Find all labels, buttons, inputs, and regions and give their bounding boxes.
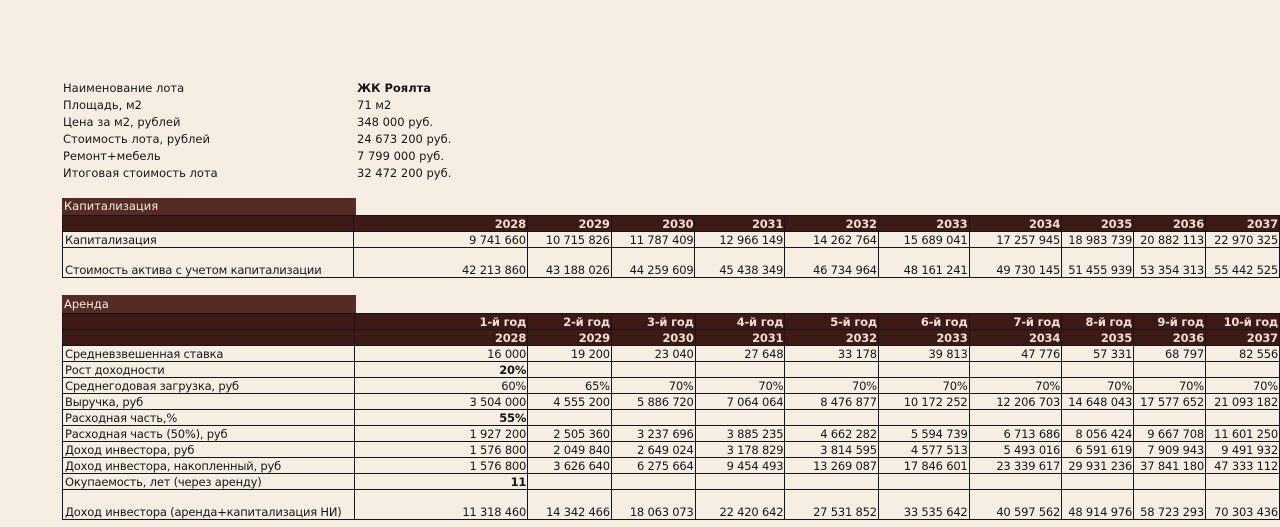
year-header-cell: 2030 [611,216,695,232]
value-cell: 19 200 [528,346,612,362]
value-cell [785,362,879,378]
value-cell: 53 354 313 [1134,248,1206,278]
lot-row [63,148,557,165]
value-cell [969,410,1062,426]
value-cell: 11 601 250 [1206,426,1280,442]
value-cell: 12 206 703 [969,394,1062,410]
value-cell: 27 531 852 [785,490,879,520]
value-cell: 3 178 829 [695,442,785,458]
value-cell: 5 594 739 [878,426,969,442]
value-cell: 8 476 877 [785,394,879,410]
value-cell: 70% [785,378,879,394]
value-cell: 44 259 609 [611,248,695,278]
table-row [63,378,1280,394]
value-cell [611,362,695,378]
value-cell: 55 442 525 [1206,248,1280,278]
value-cell: 9 741 660 [354,232,528,248]
value-cell: 11 787 409 [611,232,695,248]
value-cell: 57 331 [1062,346,1134,362]
lot-label: Итоговая стоимость лота [63,166,218,180]
value-cell: 9 491 932 [1206,442,1280,458]
lot-value: ЖК Роялта [357,81,432,95]
value-cell: 58 723 293 [1134,490,1206,520]
row-label: Расходная часть (50%), руб [63,426,355,442]
value-cell: 3 237 696 [611,426,695,442]
year-header-cell: 2035 [1062,330,1134,346]
rent-year-row [63,330,1280,346]
cap-section-title: Капитализация [62,198,356,215]
value-cell [695,362,785,378]
year-header-cell: 2036 [1134,330,1206,346]
year-header-cell: 2033 [878,330,969,346]
lot-row [63,114,557,131]
value-cell: 12 966 149 [695,232,785,248]
row-label: Доход инвестора (аренда+капитализация НИ) [63,490,355,520]
lot-row [63,165,557,182]
lot-label: Ремонт+мебель [63,149,161,163]
rent-table [62,313,1280,520]
period-header-cell: 10-й год [1206,314,1280,330]
value-cell: 9 667 708 [1134,426,1206,442]
value-cell: 10 172 252 [878,394,969,410]
row-label: Капитализация [63,232,354,248]
lot-label: Наименование лота [63,81,185,95]
value-cell: 4 577 513 [878,442,969,458]
cap-year-row [63,216,1280,232]
table-row [63,458,1280,474]
value-cell: 2 649 024 [611,442,695,458]
table-row [63,394,1280,410]
lot-value: 32 472 200 руб. [357,166,452,180]
value-cell: 6 713 686 [969,426,1062,442]
value-cell: 11 [354,474,527,490]
row-label: Стоимость актива с учетом капитализации [63,248,354,278]
table-row [63,490,1280,520]
lot-value: 24 673 200 руб. [357,132,452,146]
lot-value: 7 799 000 руб. [357,149,445,163]
value-cell: 16 000 [354,346,527,362]
value-cell [1134,362,1206,378]
year-header-cell: 2028 [354,330,527,346]
value-cell: 5 886 720 [611,394,695,410]
value-cell: 18 983 739 [1062,232,1134,248]
value-cell: 17 577 652 [1134,394,1206,410]
value-cell: 6 275 664 [611,458,695,474]
value-cell: 15 689 041 [878,232,969,248]
rent-period-row [63,314,1280,330]
value-cell [611,410,695,426]
value-cell: 47 776 [969,346,1062,362]
year-header-cell: 2034 [969,216,1062,232]
year-header-cell: 2029 [528,330,612,346]
value-cell: 1 576 800 [354,458,527,474]
value-cell: 33 178 [785,346,879,362]
value-cell [695,410,785,426]
lot-row [63,131,557,148]
value-cell: 20 882 113 [1134,232,1206,248]
table-row [63,232,1280,248]
value-cell: 45 438 349 [695,248,785,278]
year-header-cell: 2036 [1134,216,1206,232]
value-cell [785,410,879,426]
year-header-cell: 2029 [527,216,611,232]
value-cell: 70% [1134,378,1206,394]
value-cell [611,474,695,490]
header-blank-cell [63,330,355,346]
year-header-cell: 2033 [878,216,969,232]
value-cell [878,362,969,378]
value-cell [528,362,612,378]
value-cell: 70 303 436 [1206,490,1280,520]
header-blank-cell [63,216,354,232]
value-cell: 6 591 619 [1062,442,1134,458]
value-cell [878,410,969,426]
row-label: Расходная часть,% [63,410,355,426]
lot-label: Площадь, м2 [63,98,142,112]
value-cell: 10 715 826 [527,232,611,248]
value-cell [528,410,612,426]
lot-value: 71 м2 [357,98,392,112]
value-cell: 29 931 236 [1062,458,1134,474]
period-header-cell: 5-й год [785,314,879,330]
value-cell: 49 730 145 [969,248,1062,278]
year-header-cell: 2030 [611,330,695,346]
value-cell: 2 049 840 [528,442,612,458]
value-cell [878,474,969,490]
value-cell: 55% [354,410,527,426]
value-cell: 46 734 964 [785,248,879,278]
value-cell: 39 813 [878,346,969,362]
value-cell [1062,410,1134,426]
value-cell: 4 662 282 [785,426,879,442]
value-cell: 1 576 800 [354,442,527,458]
year-header-cell: 2032 [785,330,879,346]
value-cell: 14 262 764 [785,232,879,248]
value-cell: 8 056 424 [1062,426,1134,442]
value-cell: 18 063 073 [611,490,695,520]
lot-label: Стоимость лота, рублей [63,132,210,146]
value-cell: 65% [528,378,612,394]
header-blank-cell [63,314,355,330]
value-cell: 48 914 976 [1062,490,1134,520]
value-cell: 17 257 945 [969,232,1062,248]
table-row [63,248,1280,278]
value-cell: 51 455 939 [1062,248,1134,278]
value-cell: 23 040 [611,346,695,362]
value-cell [785,474,879,490]
table-row [63,474,1280,490]
period-header-cell: 6-й год [878,314,969,330]
value-cell: 20% [354,362,527,378]
year-header-cell: 2032 [785,216,879,232]
lot-row [63,97,557,114]
value-cell: 40 597 562 [969,490,1062,520]
row-label: Доход инвестора, руб [63,442,355,458]
row-label: Рост доходности [63,362,355,378]
table-row [63,410,1280,426]
row-label: Выручка, руб [63,394,355,410]
cap-table [62,215,1280,278]
lot-value: 348 000 руб. [357,115,434,129]
lot-row [63,80,557,97]
value-cell [969,362,1062,378]
value-cell: 82 556 [1206,346,1280,362]
value-cell [528,474,612,490]
value-cell: 21 093 182 [1206,394,1280,410]
value-cell: 13 269 087 [785,458,879,474]
value-cell [1062,362,1134,378]
value-cell: 70% [1206,378,1280,394]
lot-label: Цена за м2, рублей [63,115,181,129]
value-cell: 7 064 064 [695,394,785,410]
year-header-cell: 2028 [354,216,528,232]
value-cell: 70% [969,378,1062,394]
value-cell: 2 505 360 [528,426,612,442]
value-cell [1134,410,1206,426]
value-cell: 70% [1062,378,1134,394]
value-cell: 60% [354,378,527,394]
value-cell: 23 339 617 [969,458,1062,474]
value-cell: 47 333 112 [1206,458,1280,474]
period-header-cell: 3-й год [611,314,695,330]
year-header-cell: 2037 [1206,216,1280,232]
value-cell [1206,474,1280,490]
value-cell: 3 626 640 [528,458,612,474]
year-header-cell: 2034 [969,330,1062,346]
value-cell: 4 555 200 [528,394,612,410]
value-cell: 17 846 601 [878,458,969,474]
year-header-cell: 2031 [695,216,785,232]
value-cell: 22 970 325 [1206,232,1280,248]
value-cell: 42 213 860 [354,248,528,278]
period-header-cell: 7-й год [969,314,1062,330]
rent-section-title: Аренда [62,295,356,313]
value-cell: 9 454 493 [695,458,785,474]
value-cell [695,474,785,490]
value-cell [1206,410,1280,426]
value-cell: 14 342 466 [528,490,612,520]
row-label: Среднегодовая загрузка, руб [63,378,355,394]
value-cell: 5 493 016 [969,442,1062,458]
value-cell: 37 841 180 [1134,458,1206,474]
table-row [63,426,1280,442]
year-header-cell: 2037 [1206,330,1280,346]
value-cell [969,474,1062,490]
table-row [63,362,1280,378]
value-cell: 22 420 642 [695,490,785,520]
value-cell: 3 504 000 [354,394,527,410]
period-header-cell: 4-й год [695,314,785,330]
value-cell [1206,362,1280,378]
value-cell: 70% [695,378,785,394]
row-label: Окупаемость, лет (через аренду) [63,474,355,490]
period-header-cell: 8-й год [1062,314,1134,330]
value-cell: 1 927 200 [354,426,527,442]
value-cell [1134,474,1206,490]
lot-info [63,80,557,182]
period-header-cell: 1-й год [354,314,527,330]
value-cell: 3 885 235 [695,426,785,442]
value-cell: 68 797 [1134,346,1206,362]
value-cell: 33 535 642 [878,490,969,520]
value-cell: 70% [611,378,695,394]
value-cell [1062,474,1134,490]
value-cell: 7 909 943 [1134,442,1206,458]
value-cell: 11 318 460 [354,490,527,520]
value-cell: 27 648 [695,346,785,362]
table-row [63,346,1280,362]
value-cell: 3 814 595 [785,442,879,458]
period-header-cell: 2-й год [528,314,612,330]
value-cell: 48 161 241 [878,248,969,278]
value-cell: 14 648 043 [1062,394,1134,410]
table-row [63,442,1280,458]
row-label: Средневзвешенная ставка [63,346,355,362]
value-cell: 43 188 026 [527,248,611,278]
period-header-cell: 9-й год [1134,314,1206,330]
row-label: Доход инвестора, накопленный, руб [63,458,355,474]
value-cell: 70% [878,378,969,394]
year-header-cell: 2031 [695,330,785,346]
year-header-cell: 2035 [1062,216,1134,232]
